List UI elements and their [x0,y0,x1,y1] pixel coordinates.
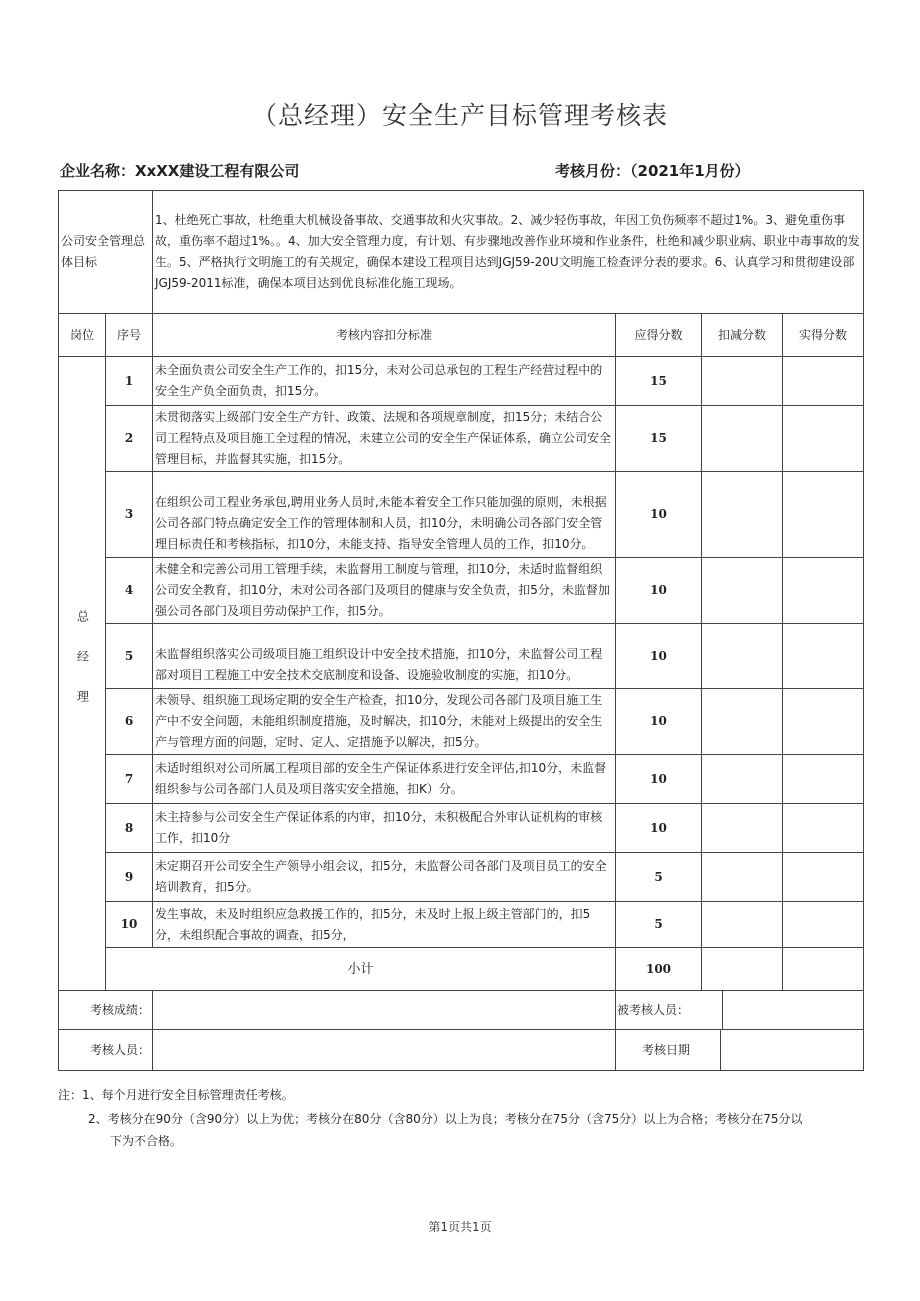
examinee-label: 被考核人员： [616,991,723,1029]
table-row [59,558,864,624]
role-text: 总经理 [75,610,90,730]
sign-row-examiner [59,1030,864,1071]
item-text: 未健全和完善公司用工管理手续，未监督用工制度与管理，扣10分，未适时监督组织公司安全教育，扣10分，未对公司各部门及项目的健康与安全负责，扣5分，未监督加强公司各部门及项目劳动保护工作，扣5分。 [153,558,616,624]
page-footer: 第1页共1页 [428,1220,492,1234]
subtotal-deduct[interactable] [702,948,783,991]
item-deduct[interactable] [702,804,783,853]
subtotal-label: 小计 [106,948,616,991]
item-no: 8 [106,804,153,853]
examiner-label: 考核人员： [59,1030,153,1071]
item-actual[interactable] [783,406,864,472]
item-deduct[interactable] [702,755,783,804]
header-content: 考核内容扣分标准 [153,314,616,357]
item-score: 10 [616,558,702,624]
item-score: 5 [616,902,702,948]
table-row [59,472,864,558]
item-no: 5 [106,624,153,689]
item-actual[interactable] [783,755,864,804]
item-actual[interactable] [783,472,864,558]
item-no: 9 [106,853,153,902]
item-actual[interactable] [783,357,864,406]
company-name: 企业名称：XxXX建设工程有限公司 [60,162,300,180]
item-score: 10 [616,624,702,689]
item-score: 10 [616,804,702,853]
note-2 [88,1108,868,1152]
goal-row [59,191,864,314]
item-score: 10 [616,472,702,558]
page-title: （总经理）安全生产目标管理考核表 [251,101,668,130]
subtotal-score: 100 [616,948,702,991]
header-actual: 实得分数 [783,314,864,357]
table-row [59,853,864,902]
item-no: 4 [106,558,153,624]
item-text: 未贯彻落实上级部门安全生产方针、政策、法规和各项规章制度，扣15分；未结合公司工程特点及项目施工全过程的情况，未建立公司的安全生产保证体系，确立公司安全管理目标，并监督其实施，扣15分。 [153,406,616,472]
examinee-cell[interactable] [616,991,864,1030]
item-text: 未适时组织对公司所属工程项目部的安全生产保证体系进行安全评估,扣10分，未监督组织参与公司各部门人员及项目落实安全措施，扣K）分。 [153,755,616,804]
item-deduct[interactable] [702,624,783,689]
note-1: 注：1、每个月进行安全目标管理责任考核。 [58,1088,294,1102]
assessment-table [58,190,864,1071]
item-actual[interactable] [783,558,864,624]
notes [58,1084,294,1106]
item-actual[interactable] [783,689,864,755]
item-score: 15 [616,406,702,472]
item-score: 15 [616,357,702,406]
result-label: 考核成绩： [59,991,153,1030]
item-text: 在组织公司工程业务承包,聘用业务人员时,未能本着安全工作只能加强的原则，未根据公司各部门特点确定安全工作的管理体制和人员，扣10分，未明确公司各部门安全管理目标责任和考核指标，扣10分，未能支持、指导安全管理人员的工作，扣10分。 [153,472,616,558]
item-score: 5 [616,853,702,902]
item-text: 未全面负责公司安全生产工作的，扣15分，未对公司总承包的工程生产经营过程中的安全生产负全面负责，扣15分。 [153,357,616,406]
item-text: 未主持参与公司安全生产保证体系的内审，扣10分，未积极配合外审认证机构的审核工作，扣10分 [153,804,616,853]
item-no: 2 [106,406,153,472]
item-no: 1 [106,357,153,406]
date-label: 考核日期 [616,1030,721,1070]
item-actual[interactable] [783,853,864,902]
item-deduct[interactable] [702,853,783,902]
table-row [59,624,864,689]
header-role: 岗位 [59,314,106,357]
item-deduct[interactable] [702,406,783,472]
item-actual[interactable] [783,902,864,948]
goal-text: 1、杜绝死亡事故，杜绝重大机械设备事故、交通事故和火灾事故。2、减少轻伤事故，年因工负伤频率不超过1%。3、避免重伤事故，重伤率不超过1%。。4、加大安全管理力度，有计划、有步骤地改善作业环境和作业条件，杜绝和减少职业病、职业中毒事故的发生。5、严格执行文明施工的有关规定，确保本建设工程项目达到JGJ59-20U文明施工检查评分表的要求。6、认真学习和贯彻建设部JGJ59-2011标准，确保本项目达到优良标准化施工现场。 [153,191,864,314]
examinee-value[interactable] [723,991,863,1029]
table-row [59,357,864,406]
table-row [59,902,864,948]
item-deduct[interactable] [702,689,783,755]
header-row [59,314,864,357]
note-2-line-1: 2、考核分在90分（含90分）以上为优；考核分在80分（含80分）以上为良；考核分在75分（含75分）以上为合格；考核分在75分以 [88,1112,803,1126]
item-text: 发生事故，未及时组织应急救援工作的，扣5分，未及时上报上级主管部门的，扣5分，未组织配合事故的调查，扣5分， [153,902,616,948]
header-seq: 序号 [106,314,153,357]
header-deduct: 扣减分数 [702,314,783,357]
item-no: 3 [106,472,153,558]
subtotal-row [59,948,864,991]
examiner-value[interactable] [153,1030,616,1071]
result-value[interactable] [153,991,616,1030]
item-text: 未监督组织落实公司级项目施工组织设计中安全技术措施，扣10分，未监督公司工程部对项目工程施工中安全技术交底制度和设备、设施验收制度的实施，扣10分。 [153,624,616,689]
item-no: 10 [106,902,153,948]
date-value[interactable] [721,1030,863,1070]
item-deduct[interactable] [702,558,783,624]
item-deduct[interactable] [702,357,783,406]
assessment-month: 考核月份：（2021年1月份） [555,162,750,180]
note-2-line-2: 下为不合格。 [110,1134,183,1148]
item-actual[interactable] [783,624,864,689]
date-cell[interactable] [616,1030,864,1071]
subtotal-actual[interactable] [783,948,864,991]
goal-label: 公司安全管理总体目标 [59,191,153,314]
item-deduct[interactable] [702,902,783,948]
table-row [59,689,864,755]
table-row [59,406,864,472]
role-cell [59,357,106,991]
sign-row-result [59,991,864,1030]
item-score: 10 [616,755,702,804]
table-row [59,755,864,804]
item-deduct[interactable] [702,472,783,558]
header-score: 应得分数 [616,314,702,357]
table-row [59,804,864,853]
item-actual[interactable] [783,804,864,853]
item-no: 7 [106,755,153,804]
item-text: 未定期召开公司安全生产领导小组会议，扣5分，未监督公司各部门及项目员工的安全培训教育，扣5分。 [153,853,616,902]
item-no: 6 [106,689,153,755]
item-text: 未领导、组织施工现场定期的安全生产检查，扣10分，发现公司各部门及项目施工生产中不安全问题，未能组织制度措施，及时解决，扣10分，未能对上级提出的安全生产与管理方面的问题，定时、定人、定措施予以解决，扣5分。 [153,689,616,755]
item-score: 10 [616,689,702,755]
